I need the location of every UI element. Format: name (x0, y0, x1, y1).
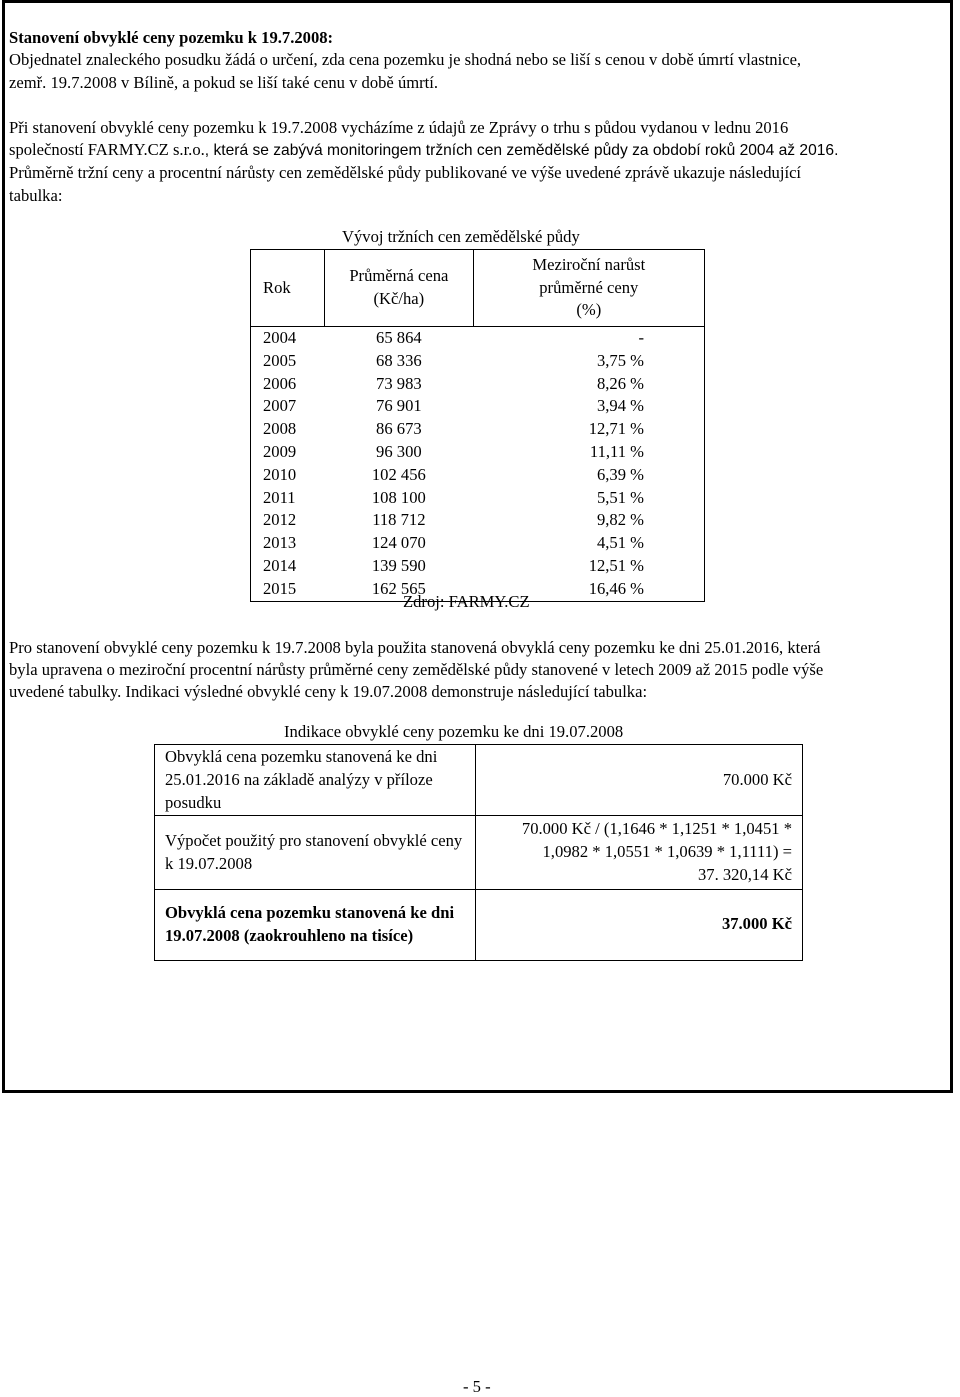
intro-line-1: Objednatel znaleckého posudku žádá o určení, zda cena pozemku je shodná nebo se liší s cenou v době úmrtí vlastnice, (9, 50, 802, 69)
table-row (251, 532, 705, 555)
growth-cell: - (473, 327, 704, 350)
growth-cell: 3,94 % (473, 395, 704, 418)
price-cell: 65 864 (376, 328, 422, 347)
market-table-title: Vývoj tržních cen zemědělské půdy (342, 227, 580, 246)
table-row (251, 395, 705, 418)
indication-row (155, 745, 803, 816)
para2-company: společností FARMY.CZ s.r.o. (9, 140, 205, 159)
col-header-price (325, 250, 473, 327)
col-header-growth-line2: průměrné ceny (539, 277, 639, 297)
price-cell: 124 070 (371, 533, 426, 553)
section-heading: Stanovení obvyklé ceny pozemku k 19.7.2008: (9, 28, 334, 47)
growth-cell: 12,71 % (473, 418, 704, 441)
indication-row3-label: Obvyklá cena pozemku stanovená ke dni 19.07.2008 (zaokrouhleno na tisíce) (155, 889, 476, 960)
table-row (251, 464, 705, 487)
year-cell: 2013 (251, 532, 325, 555)
market-price-table (250, 249, 705, 602)
price-cell: 139 590 (371, 555, 426, 575)
table-row (251, 509, 705, 532)
price-cell: 108 100 (371, 487, 426, 507)
indication-row (155, 889, 803, 960)
growth-cell: 5,51 % (473, 487, 704, 510)
table-row (251, 418, 705, 441)
price-cell: 162 565 (325, 578, 473, 601)
price-cell: 96 300 (376, 441, 422, 461)
growth-cell: 12,51 % (473, 555, 704, 578)
col-header-price-line1: Průměrná cena (349, 266, 449, 286)
market-table-header (251, 250, 705, 327)
growth-cell: 16,46 % (473, 578, 704, 601)
year-cell: 2007 (251, 395, 325, 418)
col-header-price-line2: (Kč/ha) (373, 289, 425, 308)
col-header-growth-line1: Meziroční narůst (532, 254, 646, 274)
year-cell: 2004 (251, 327, 325, 350)
indication-row2-value-line3: 37. 320,14 Kč (697, 864, 792, 884)
indication-row3-value: 37.000 Kč (476, 889, 803, 960)
indication-row2-label: Výpočet použitý pro stanovení obvyklé ceny k 19.07.2008 (155, 816, 476, 889)
year-cell: 2006 (251, 373, 325, 396)
year-cell: 2009 (251, 441, 325, 464)
price-cell: 102 456 (371, 464, 426, 484)
indication-row1-label: Obvyklá cena pozemku stanovená ke dni 25.01.2016 na základě analýzy v příloze posudku (155, 745, 476, 816)
year-cell: 2005 (251, 350, 325, 373)
price-cell: 118 712 (372, 510, 426, 530)
growth-cell: 9,82 % (473, 509, 704, 532)
growth-cell: 3,75 % (473, 350, 704, 373)
indication-row (155, 816, 803, 889)
col-header-year: Rok (251, 250, 325, 327)
indication-row2-value-line2: 1,0982 * 1,0551 * 1,0639 * 1,1111) = (542, 842, 792, 862)
table-row (251, 487, 705, 510)
price-cell: 86 673 (376, 419, 422, 439)
para2-line-3: Průměrně tržní ceny a procentní nárůsty cen zemědělské půdy publikované ve výše uvedené zprávě ukazuje následující (9, 163, 802, 182)
table-row (251, 441, 705, 464)
indication-table (154, 744, 803, 961)
year-cell: 2012 (251, 509, 325, 532)
indication-table-title: Indikace obvyklé ceny pozemku ke dni 19.07.2008 (284, 722, 624, 741)
col-header-growth-line3: (%) (576, 300, 602, 320)
table-row (251, 555, 705, 578)
table-row (251, 350, 705, 373)
para2-line-4: tabulka: (9, 186, 63, 205)
para2-line-2-rest: , která se zabývá monitoringem tržních cen zemědělské půdy za období roků 2004 až 2016. (204, 142, 839, 159)
year-cell: 2010 (251, 464, 325, 487)
market-table-source: Zdroj: FARMY.CZ (403, 592, 530, 611)
price-cell: 68 336 (376, 350, 422, 370)
para3-line-3: uvedené tabulky. Indikaci výsledné obvyklé ceny k 19.07.2008 demonstruje následující tabulka: (9, 682, 648, 701)
table-row (251, 373, 705, 396)
page-number: - 5 - (463, 1377, 491, 1396)
para3-line-2: byla upravena o meziroční procentní nárůsty průměrné ceny zemědělské půdy stanovené v letech 2009 až 2015 podle výše (9, 660, 824, 679)
growth-cell: 4,51 % (473, 532, 704, 555)
indication-row2-value (476, 816, 803, 889)
year-cell: 2014 (251, 555, 325, 578)
col-header-growth (473, 250, 704, 327)
growth-cell: 11,11 % (473, 441, 704, 464)
growth-cell: 8,26 % (473, 373, 704, 396)
year-cell: 2011 (251, 487, 325, 510)
price-cell: 73 983 (376, 373, 422, 393)
para3-line-1: Pro stanovení obvyklé ceny pozemku k 19.7.2008 byla použita stanovená obvyklá ceny pozemku ke dni 25.01.2016, která (9, 638, 821, 657)
indication-row1-value: 70.000 Kč (476, 745, 803, 816)
para2-line-1: Při stanovení obvyklé ceny pozemku k 19.7.2008 vycházíme z údajů ze Zprávy o trhu s půdou vydanou v lednu 2016 (9, 118, 789, 137)
year-cell: 2015 (251, 578, 325, 601)
table-row (251, 327, 705, 350)
growth-cell: 6,39 % (473, 464, 704, 487)
price-cell: 76 901 (376, 396, 422, 416)
para2-line-2 (9, 139, 951, 163)
indication-row2-value-line1: 70.000 Kč / (1,1646 * 1,1251 * 1,0451 * (521, 819, 792, 839)
year-cell: 2008 (251, 418, 325, 441)
intro-line-2: zemř. 19.7.2008 v Bílině, a pokud se liší také cenu v době úmrtí. (9, 73, 439, 92)
